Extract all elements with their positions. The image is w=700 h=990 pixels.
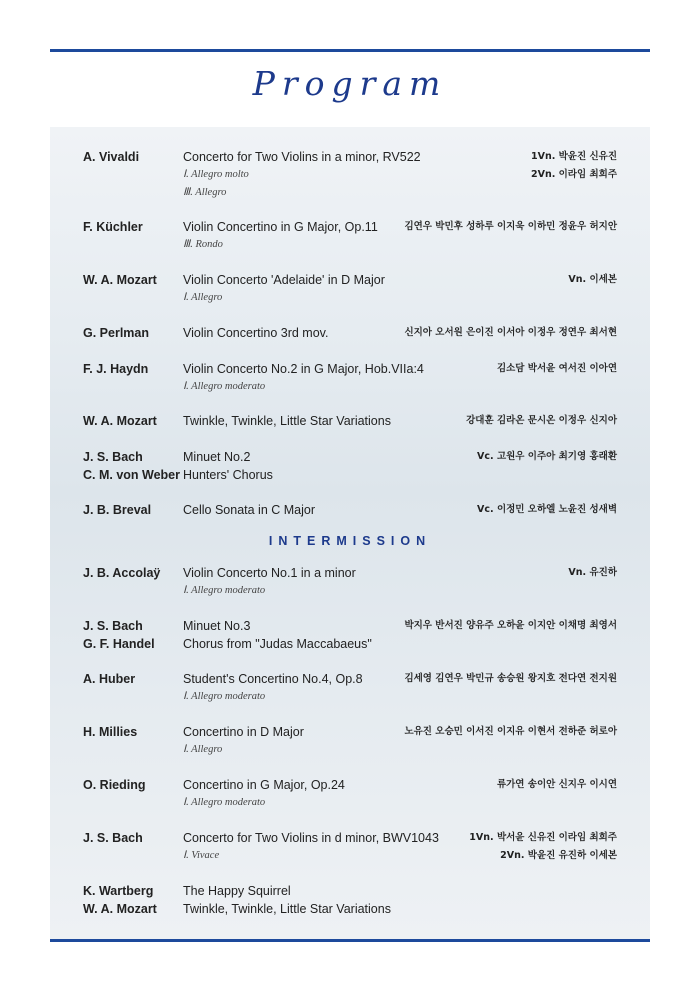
composer-name: J. S. Bach: [83, 450, 143, 464]
work-title: The Happy Squirrel: [183, 884, 291, 898]
performer-line: 1Vn. 박서윤 신유진 이라임 최희주: [469, 832, 617, 843]
composer-name: W. A. Mozart: [83, 902, 157, 916]
composer-name: J. B. Accolaÿ: [83, 566, 161, 580]
movement: Ⅰ. Allegro moderato: [183, 691, 266, 702]
performers: [357, 776, 617, 794]
composer-names: [83, 412, 183, 430]
composer-name: C. M. von Weber: [83, 468, 181, 482]
work-title: Twinkle, Twinkle, Little Star Variations: [183, 414, 391, 428]
movement: Ⅰ. Allegro moderato: [183, 585, 266, 596]
composer-name: J. S. Bach: [83, 831, 143, 845]
performer-line: 박지우 반서진 양유주 오하윤 이지안 이채명 최영서: [404, 620, 617, 631]
composer-names: [83, 564, 183, 582]
composer-name: F. Küchler: [83, 220, 143, 234]
composer-names: [83, 271, 183, 289]
work-title: Minuet No.2: [183, 450, 251, 464]
performer-line: Vn. 유진하: [568, 567, 617, 578]
page-title: Program: [252, 64, 448, 103]
performers: [357, 448, 617, 466]
work-title: Violin Concertino in G Major, Op.11: [183, 220, 378, 234]
work-title: Concertino in G Major, Op.24: [183, 778, 345, 792]
composer-name: J. S. Bach: [83, 619, 143, 633]
composer-name: A. Huber: [83, 672, 136, 686]
movement: Ⅰ. Allegro: [183, 744, 223, 755]
composer-name: J. B. Breval: [83, 503, 152, 517]
work-title: Student's Concertino No.4, Op.8: [183, 672, 363, 686]
composer-name: W. A. Mozart: [83, 414, 157, 428]
work-title: Violin Concerto No.1 in a minor: [183, 566, 356, 580]
work-title: Violin Concerto 'Adelaide' in D Major: [183, 273, 385, 287]
composer-names: [83, 882, 183, 918]
composer-names: [83, 448, 183, 484]
composer-names: [83, 360, 183, 378]
composer-names: [83, 829, 183, 847]
work-title: Violin Concertino 3rd mov.: [183, 326, 329, 340]
performer-line: 1Vn. 박윤진 신유진: [530, 151, 617, 162]
work-details: [183, 882, 483, 918]
composer-name: G. F. Handel: [83, 637, 155, 651]
composer-names: [83, 501, 183, 519]
composer-names: [83, 324, 183, 342]
performer-line: 2Vn. 이라임 최희주: [530, 169, 617, 180]
composer-names: [83, 670, 183, 688]
work-title: Cello Sonata in C Major: [183, 503, 316, 517]
composer-names: [83, 617, 183, 653]
bottom-rule: [50, 939, 650, 942]
performers: [357, 324, 617, 342]
performers: [357, 670, 617, 688]
performer-line: 김세영 김연우 박민규 송승원 왕지호 전다연 전지원: [404, 673, 617, 684]
composer-name: G. Perlman: [83, 326, 149, 340]
work-title: Concertino in D Major: [183, 725, 304, 739]
work-title: Concerto for Two Violins in a minor, RV522: [183, 150, 421, 164]
work-title: Hunters' Chorus: [183, 468, 273, 482]
movement: Ⅰ. Vivace: [183, 850, 220, 861]
performers: [357, 829, 617, 865]
movement: Ⅲ. Allegro: [183, 187, 227, 198]
intermission-heading: INTERMISSION: [268, 534, 432, 548]
program-panel: [50, 127, 650, 939]
performers: [357, 148, 617, 184]
performers: [357, 412, 617, 430]
performers: [357, 617, 617, 635]
performers: [357, 218, 617, 236]
movement: Ⅰ. Allegro molto: [183, 169, 249, 180]
performers: [357, 564, 617, 582]
performer-line: 김연우 박민후 성하루 이지욱 이하민 정윤우 허지안: [404, 221, 617, 232]
movement: Ⅰ. Allegro: [183, 292, 223, 303]
performers: [357, 501, 617, 519]
work-title: Concerto for Two Violins in d minor, BWV1043: [183, 831, 439, 845]
work-title: Chorus from "Judas Maccabaeus": [183, 637, 372, 651]
performer-line: Vc. 이정민 오하엘 노윤진 성새벽: [477, 504, 617, 515]
performer-line: Vc. 고원우 이주아 최기영 홍래환: [477, 451, 617, 462]
composer-names: [83, 148, 183, 166]
performer-line: 2Vn. 박윤진 유진하 이세본: [500, 850, 617, 861]
composer-names: [83, 218, 183, 236]
composer-name: F. J. Haydn: [83, 362, 149, 376]
performer-line: 류가연 송이안 신지우 이시연: [496, 779, 617, 790]
performers: [357, 271, 617, 289]
movement: Ⅰ. Allegro moderato: [183, 797, 266, 808]
performer-line: Vn. 이세본: [568, 274, 617, 285]
work-title: Violin Concerto No.2 in G Major, Hob.VIIa:4: [183, 362, 424, 376]
composer-name: K. Wartberg: [83, 884, 154, 898]
composer-names: [83, 776, 183, 794]
composer-name: W. A. Mozart: [83, 273, 157, 287]
work-title: Twinkle, Twinkle, Little Star Variations: [183, 902, 391, 916]
movement: Ⅲ. Rondo: [183, 239, 223, 250]
composer-name: H. Millies: [83, 725, 138, 739]
performer-line: 김소담 박서윤 여서진 이아연: [496, 363, 617, 374]
work-title: Minuet No.3: [183, 619, 251, 633]
top-rule: [50, 49, 650, 52]
movement: Ⅰ. Allegro moderato: [183, 381, 266, 392]
performer-line: 신지아 오서원 은이진 이서아 이정우 정연우 최서현: [404, 327, 617, 338]
composer-name: A. Vivaldi: [83, 150, 140, 164]
performers: [357, 723, 617, 741]
composer-names: [83, 723, 183, 741]
performer-line: 노유진 오승민 이서진 이지유 이현서 전하준 허로아: [404, 726, 617, 737]
composer-name: O. Rieding: [83, 778, 146, 792]
performer-line: 강대훈 김라온 문시온 이정우 신지아: [466, 415, 617, 426]
performers: [357, 360, 617, 378]
